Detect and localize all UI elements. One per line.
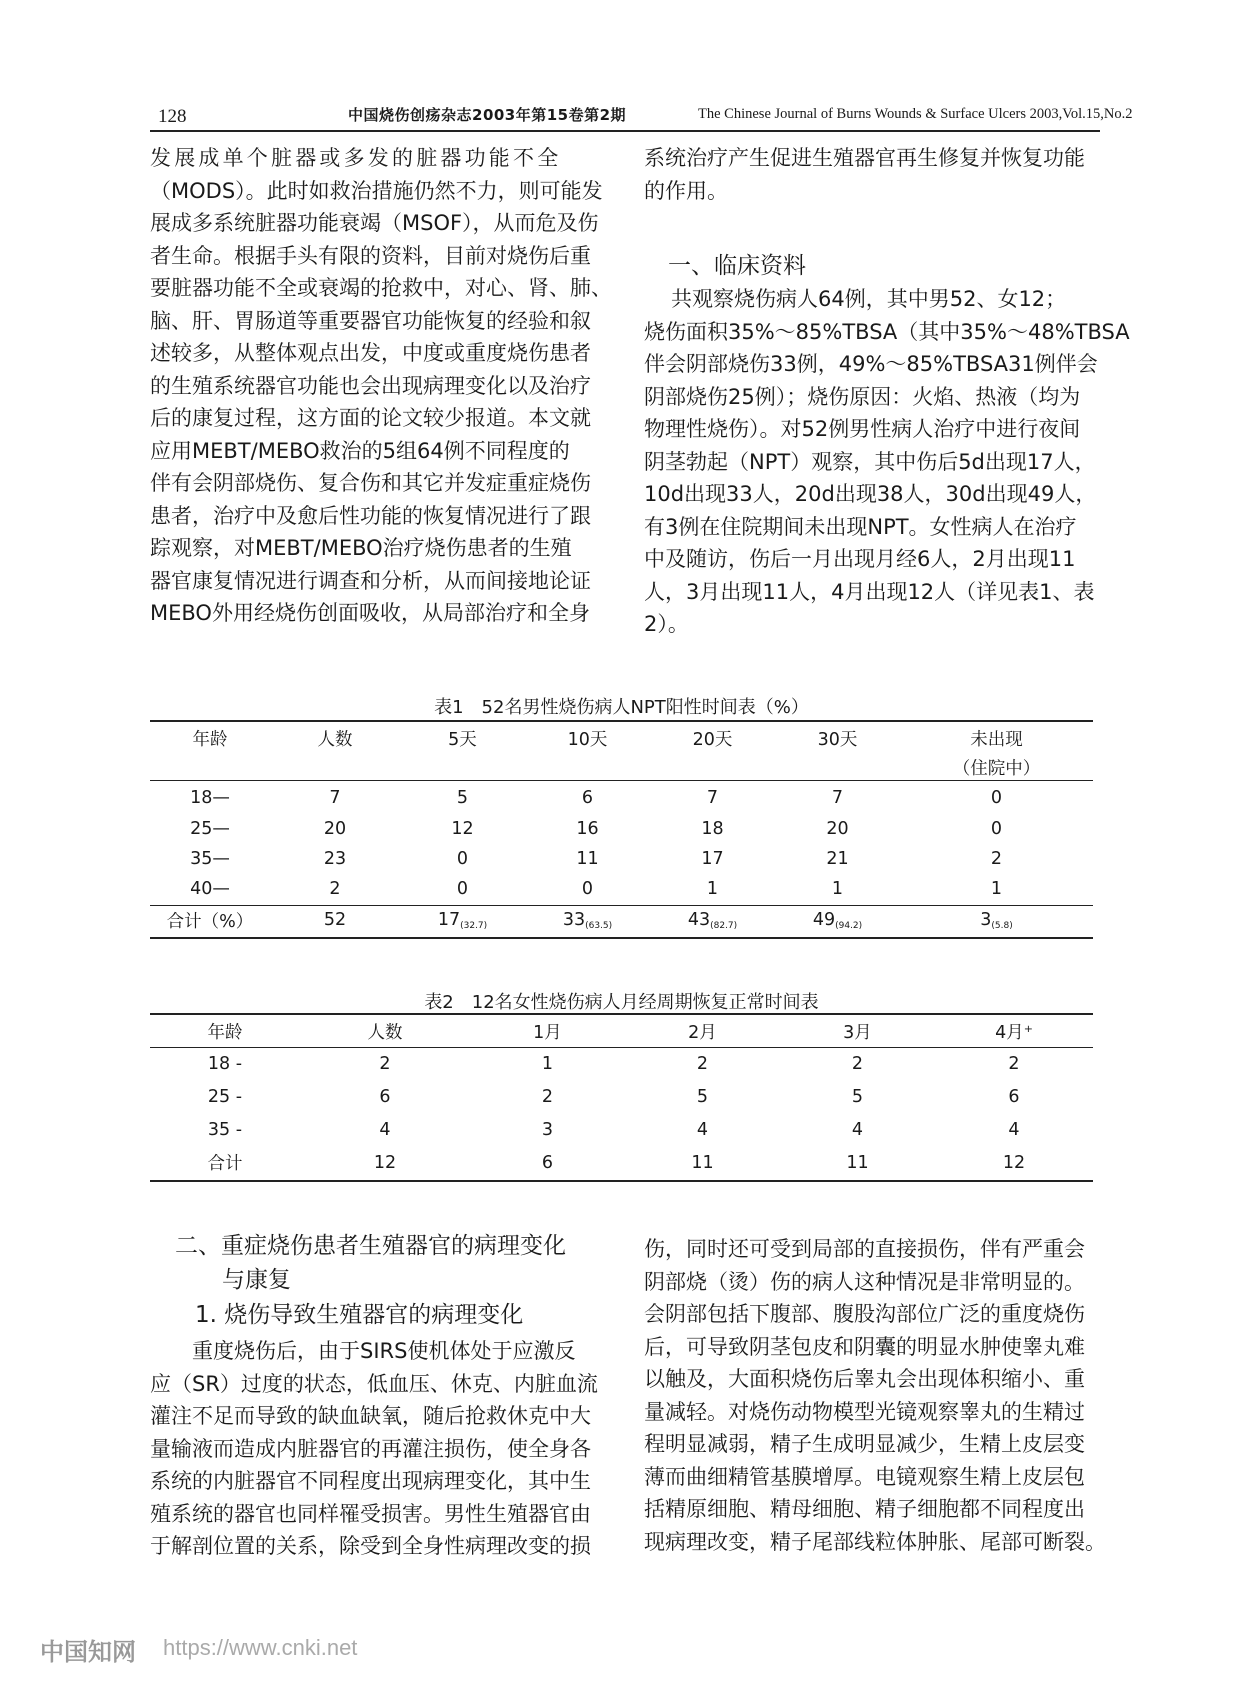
text-line: 中及随访，伤后一月出现月经6人，2月出现11 <box>644 547 1076 571</box>
table-cell <box>900 904 1093 936</box>
table-cell: 18 - <box>207 1053 243 1074</box>
table-cell: 23 <box>323 849 347 869</box>
text-line: 阴部烧伤25例）；烧伤原因：火焰、热液（均为 <box>644 384 1081 409</box>
text-line: 脑、肝、胃肠道等重要器官功能恢复的经验和叙 <box>150 308 591 333</box>
table-cell: 合计（%） <box>166 911 254 932</box>
table1-header-cell: 人数 <box>317 729 353 750</box>
table1-header-cell: 10天 <box>567 729 608 750</box>
table-cell: 3 <box>541 1119 554 1140</box>
table-cell: 4 <box>851 1119 864 1140</box>
table-cell: 11 <box>576 849 599 869</box>
table-row <box>150 782 1093 814</box>
text-line: 2）。 <box>644 612 689 636</box>
section2-left-body <box>150 1335 598 1563</box>
table-row <box>150 814 1093 844</box>
table-cell: 35— <box>190 849 230 869</box>
table-cell <box>650 904 775 936</box>
table-cell: 16 <box>576 819 599 839</box>
text-line: 的作用。 <box>644 178 728 203</box>
text-line: 系统治疗产生促进生殖器官再生修复并恢复功能 <box>644 146 1085 170</box>
text-line: 程明显减弱，精子生成明显减少，生精上皮层变 <box>644 1432 1085 1456</box>
table-row <box>150 1080 1093 1113</box>
table-cell: 12 <box>1002 1152 1026 1173</box>
table1-header-cell: 30天 <box>817 729 858 750</box>
text-line: （MODS）。此时如救治措施仍然不力，则可能发 <box>150 178 603 203</box>
table-cell: 4 <box>379 1119 391 1140</box>
total-value: 43 <box>687 909 711 930</box>
text-line: 烧伤面积35%～85%TBSA（其中35%～48%TBSA <box>644 319 1130 344</box>
text-line: 要脏器功能不全或衰竭的抢救中，对心、肾、肺、 <box>150 276 612 300</box>
table2 <box>150 1016 1093 1179</box>
text-line: 的生殖系统器官功能也会出现病理变化以及治疗 <box>150 373 591 398</box>
text-line: 伴有会阴部烧伤、复合伤和其它并发症重症烧伤 <box>150 471 591 495</box>
total-percent: (94.2) <box>835 920 863 931</box>
text-line: 阴部烧（烫）伤的病人这种情况是非常明显的。 <box>644 1269 1085 1294</box>
table-cell: 17 <box>701 849 724 869</box>
header-rule <box>150 130 1100 132</box>
table-cell: 11 <box>846 1152 869 1173</box>
table1-header-note: （住院中） <box>952 758 1041 779</box>
table-row <box>150 1113 1093 1146</box>
journal-title-en: The Chinese Journal of Burns Wounds & Surface Ulcers 2003,Vol.15,No.2 <box>698 106 1133 122</box>
text-line: 发展成单个脏器或多发的脏器功能不全 <box>150 146 562 170</box>
table-cell: 7 <box>329 788 341 808</box>
table-cell: 20 <box>826 819 849 839</box>
table-cell: 1 <box>541 1053 554 1074</box>
text-line: 有3例在住院期间未出现NPT。女性病人在治疗 <box>644 514 1077 539</box>
text-line: 阴茎勃起（NPT）观察，其中伤后5d出现17人， <box>644 449 1096 474</box>
total-value: 49 <box>812 909 836 930</box>
table1-header-cell: 未出现 <box>970 729 1023 750</box>
text-line: 重度烧伤后，由于SIRS使机体处于应激反 <box>192 1339 576 1363</box>
page-number: 128 <box>158 106 187 127</box>
table-cell <box>400 904 525 936</box>
text-line: 后，可导致阴茎包皮和阴囊的明显水肿使睾丸难 <box>644 1334 1085 1359</box>
cnki-url[interactable]: https://www.cnki.net <box>163 1635 358 1660</box>
section2-right-body <box>644 1233 1106 1558</box>
total-percent: (63.5) <box>585 920 613 931</box>
table2-caption: 表2 12名女性烧伤病人月经周期恢复正常时间表 <box>424 992 819 1013</box>
table-cell: 1 <box>831 879 844 899</box>
text-line: 以触及，大面积烧伤后睾丸会出现体积缩小、重 <box>644 1367 1085 1391</box>
table2-header-cell: 3月 <box>843 1023 872 1043</box>
table-cell <box>775 904 900 936</box>
text-line: 伤，同时还可受到局部的直接损伤，伴有严重会 <box>644 1237 1085 1261</box>
text-line: 现病理改变，精子尾部线粒体肿胀、尾部可断裂。 <box>644 1529 1106 1554</box>
table-row <box>150 874 1093 904</box>
section1-heading: 一、临床资料 <box>668 253 806 279</box>
table1-top-rule <box>150 720 1093 722</box>
table-cell: 0 <box>990 819 1003 839</box>
table-cell: 5 <box>696 1086 709 1107</box>
section2-subheading: 1. 烧伤导致生殖器官的病理变化 <box>195 1302 524 1328</box>
table-cell: 0 <box>581 879 594 899</box>
table2-bottom-rule <box>150 1180 1093 1182</box>
table-cell: 52 <box>323 910 347 930</box>
table1-header-cell: 5天 <box>448 729 477 750</box>
table-row <box>150 1047 1093 1080</box>
table-cell: 6 <box>581 788 594 808</box>
text-line: 者生命。根据手头有限的资料，目前对烧伤后重 <box>150 243 591 268</box>
table-cell: 2 <box>329 879 341 899</box>
table1-header-cell: 年龄 <box>192 729 228 750</box>
text-line: 人，3月出现11人，4月出现12人（详见表1、表 <box>644 579 1095 604</box>
text-line: 患者，治疗中及愈后性功能的恢复情况进行了跟 <box>150 503 591 528</box>
total-value: 33 <box>562 909 586 930</box>
text-line: 后的康复过程，这方面的论文较少报道。本文就 <box>150 406 591 430</box>
text-line: 10d出现33人，20d出现38人，30d出现49人， <box>644 482 1097 506</box>
total-percent: (32.7) <box>460 920 488 931</box>
table-cell: 6 <box>1008 1086 1020 1107</box>
table-cell: 25— <box>190 819 230 839</box>
table-cell: 0 <box>990 788 1003 808</box>
table-cell <box>525 904 650 936</box>
total-percent: (82.7) <box>710 920 738 931</box>
text-line: 系统的内脏器官不同程度出现病理变化，其中生 <box>150 1469 591 1493</box>
text-line: 器官康复情况进行调查和分析，从而间接地论证 <box>150 568 591 593</box>
table-cell: 2 <box>851 1053 864 1074</box>
table-cell: 7 <box>706 788 719 808</box>
table1-header-cell: 20天 <box>692 729 733 750</box>
table-cell: 0 <box>456 849 469 869</box>
text-line: 殖系统的器官也同样罹受损害。男性生殖器官由 <box>150 1501 591 1526</box>
total-value: 17 <box>437 909 461 930</box>
table1-total-row <box>150 904 1093 936</box>
table-cell: 2 <box>379 1053 391 1074</box>
text-line: 括精原细胞、精母细胞、精子细胞都不同程度出 <box>644 1497 1085 1521</box>
table1-caption: 表1 52名男性烧伤病人NPT阳性时间表（%） <box>434 697 809 718</box>
text-line: 踪观察，对MEBT/MEBO治疗烧伤患者的生殖 <box>150 536 572 560</box>
table1-bottom-rule <box>150 937 1093 939</box>
table2-header-cell: 人数 <box>367 1023 403 1043</box>
table-cell: 20 <box>323 819 347 839</box>
table2-header-cell: 1月 <box>533 1023 562 1043</box>
text-line: 灌注不足而导致的缺血缺氧，随后抢救休克中大 <box>150 1404 591 1428</box>
text-line: 物理性烧伤）。对52例男性病人治疗中进行夜间 <box>644 417 1081 441</box>
table-cell: 5 <box>851 1086 864 1107</box>
table2-header-row <box>150 1016 1093 1047</box>
total-value: 3 <box>980 909 992 930</box>
table-cell: 12 <box>373 1152 397 1173</box>
table-cell: 18— <box>190 788 230 808</box>
table-cell: 12 <box>451 819 474 839</box>
text-line: 述较多，从整体观点出发，中度或重度烧伤患者 <box>150 341 591 365</box>
text-line: 量减轻。对烧伤动物模型光镜观察睾丸的生精过 <box>644 1399 1085 1424</box>
table-cell: 2 <box>990 849 1003 869</box>
intro-right-column <box>644 142 1094 207</box>
table-cell: 2 <box>696 1053 709 1074</box>
table2-header-cell: 4月⁺ <box>995 1023 1033 1043</box>
table-cell: 0 <box>456 879 469 899</box>
table-cell: 5 <box>456 788 469 808</box>
cnki-logo-text: 中国知网 <box>40 1638 136 1666</box>
table-cell: 6 <box>379 1086 391 1107</box>
journal-title-cn: 中国烧伤创疡杂志2003年第15卷第2期 <box>348 106 627 124</box>
table-cell: 4 <box>696 1119 709 1140</box>
text-line: 应用MEBT/MEBO救治的5组64例不同程度的 <box>150 438 570 463</box>
table1 <box>150 724 1093 936</box>
table2-top-rule <box>150 1013 1093 1015</box>
table2-header-cell: 2月 <box>688 1023 717 1043</box>
text-line: 伴会阴部烧伤33例，49%～85%TBSA31例伴会 <box>644 352 1098 376</box>
table-cell: 2 <box>1008 1053 1020 1074</box>
text-line: MEBO外用经烧伤创面吸收，从局部治疗和全身 <box>150 601 590 625</box>
text-line: 展成多系统脏器功能衰竭（MSOF），从而危及伤 <box>150 211 599 235</box>
text-line: 量输液而造成内脏器官的再灌注损伤，使全身各 <box>150 1436 591 1461</box>
section2-heading: 二、重症烧伤患者生殖器官的病理变化 <box>175 1233 566 1259</box>
table-cell: 1 <box>990 879 1003 899</box>
table-cell: 35 - <box>207 1119 243 1140</box>
text-line: 薄而曲细精管基膜增厚。电镜观察生精上皮层包 <box>644 1464 1085 1489</box>
table-cell: 4 <box>1008 1119 1020 1140</box>
table-cell: 25 - <box>207 1086 243 1107</box>
table1-header-row <box>150 724 1093 752</box>
text-line: 应（SR）过度的状态，低血压、休克、内脏血流 <box>150 1371 598 1396</box>
text-line: 会阴部包括下腹部、腹股沟部位广泛的重度烧伤 <box>644 1302 1085 1326</box>
table-cell: 6 <box>541 1152 554 1173</box>
section1-body <box>644 283 1130 641</box>
table-cell: 7 <box>831 788 844 808</box>
text-line: 共观察烧伤病人64例，其中男52、女12； <box>671 287 1067 311</box>
table-cell: 40— <box>190 879 230 899</box>
table1-header-note-row <box>150 752 1093 782</box>
table-row <box>150 844 1093 874</box>
table-cell: 合计 <box>207 1154 243 1174</box>
table-cell: 18 <box>701 819 724 839</box>
section2-heading-cont: 与康复 <box>222 1267 291 1293</box>
total-percent: (5.8) <box>991 920 1013 931</box>
table-cell: 2 <box>541 1086 554 1107</box>
table-cell: 11 <box>691 1152 714 1173</box>
table2-header-cell: 年龄 <box>207 1023 243 1043</box>
table-row <box>150 1146 1093 1179</box>
intro-left-column <box>150 142 612 630</box>
text-line: 于解剖位置的关系，除受到全身性病理改变的损 <box>150 1534 591 1558</box>
table-cell: 1 <box>706 879 719 899</box>
table-cell: 21 <box>826 849 849 869</box>
